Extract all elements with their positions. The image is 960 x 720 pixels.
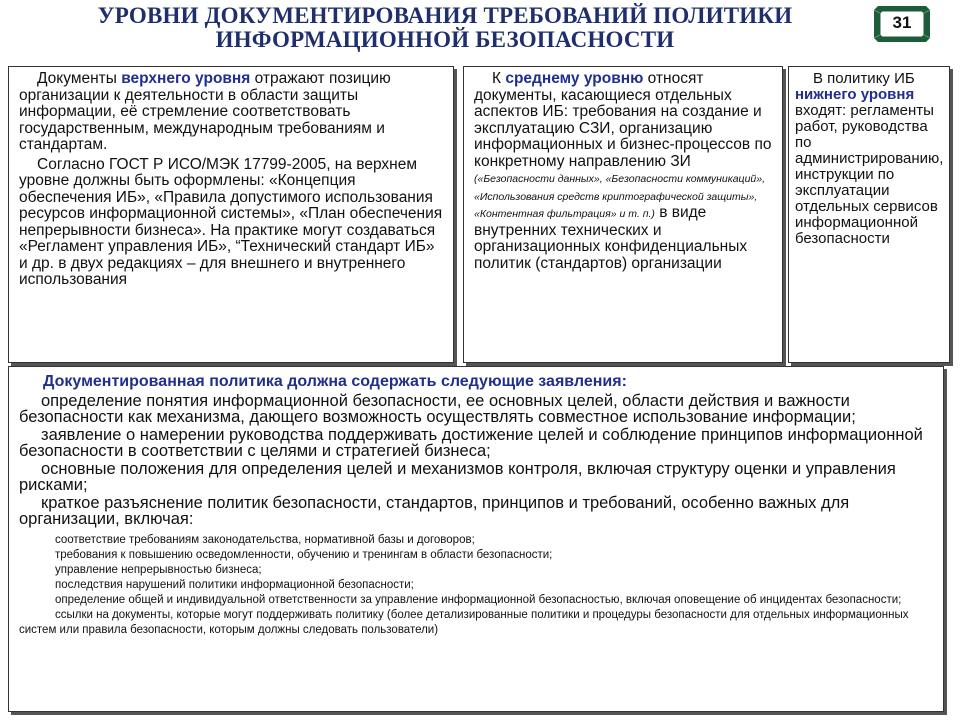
slide-title-line1: УРОВНИ ДОКУМЕНТИРОВАНИЯ ТРЕБОВАНИЙ ПОЛИТИКИ	[97, 3, 793, 28]
top-level-highlight: верхнего уровня	[121, 70, 251, 87]
top-level-box	[8, 66, 454, 363]
middle-level-paragraph: К среднему уровню относят документы, касающиеся отдельных аспектов ИБ: требования на создание и эксплуатацию СЗИ, организацию информационных и бизнес-процессов по конкретному направлению ЗИ («Безопасности данных», «Безопасности коммуникаций», «Использования средств криптографической защиты», «Контентная фильтрация» и т. п.) в виде внутренних технических и организационных конфиденциальных политик (стандартов) организации	[474, 70, 772, 272]
policy-item: основные положения для определения целей и механизмов контроля, включая структуру оценки и управления рисками;	[19, 460, 896, 494]
middle-level-box	[463, 66, 783, 363]
policy-item: краткое разъяснение политик безопасности, стандартов, принципов и требований, особенно важных для организации, включая:	[19, 494, 850, 528]
slide-title-line2: ИНФОРМАЦИОННОЙ БЕЗОПАСНОСТИ	[215, 27, 675, 52]
top-level-paragraph-2: Согласно ГОСТ Р ИСО/МЭК 17799-2005, на верхнем уровне должны быть оформлены: «Концепция обеспечения ИБ», «Правила допустимого использования ресурсов информационной системы», «План обеспечения непрерывности бизнеса». На практике могут создаваться «Регламент управления ИБ», “Технический стандарт ИБ» и др. в двух редакциях – для внешнего и внутреннего использования	[19, 155, 443, 288]
middle-level-examples: («Безопасности данных», «Безопасности коммуникаций», «Использования средств криптографической защиты», «Контентная фильтрация» и т. п.)	[474, 173, 766, 220]
policy-subitem: ссылки на документы, которые могут поддерживать политику (более детализированные политики и процедуры безопасности для отдельных информационных систем или правила безопасности, которым должны следовать пользователи)	[19, 609, 909, 636]
policy-item: заявление о намерении руководства поддерживать достижение целей и соблюдение принципов информационной безопасности в соответствии с целями и стратегией бизнеса;	[19, 426, 923, 460]
policy-lead: Документированная политика должна содержать следующие заявления:	[43, 373, 627, 390]
lower-level-highlight: нижнего уровня	[795, 86, 915, 103]
policy-subitem: управление непрерывностью бизнеса;	[55, 564, 262, 576]
slide-title	[50, 4, 840, 52]
policy-subitem: определение общей и индивидуальной ответственности за управление информационной безопасностью, включая оповещение об инцидентах безопасности;	[55, 594, 902, 606]
middle-level-highlight: среднему уровню	[505, 70, 644, 87]
policy-subitem: последствия нарушений политики информационной безопасности;	[55, 579, 414, 591]
policy-item: определение понятия информационной безопасности, ее основных целей, области действия и важности безопасности как механизма, дающего возможность осуществлять совместное использование информации;	[19, 392, 856, 426]
top-level-paragraph-1: Документы верхнего уровня отражают позицию организации к деятельности в области защиты информации, её стремление соответствовать государственным, международным требованиям и стандартам.	[19, 70, 391, 153]
slide-number: 31	[892, 13, 912, 32]
policy-statements-box	[8, 366, 944, 712]
lower-level-box	[788, 66, 950, 363]
policy-subitem: соответствие требованиям законодательства, нормативной базы и договоров;	[55, 534, 475, 546]
policy-subitem: требования к повышению осведомленности, обучению и тренингам в области безопасности;	[55, 549, 553, 561]
slide-number-badge	[872, 4, 932, 44]
lower-level-paragraph: В политику ИБ нижнего уровня входят: регламенты работ, руководства по администрированию, инструкции по эксплуатации отдельных сервисов информационной безопасности	[795, 70, 944, 247]
